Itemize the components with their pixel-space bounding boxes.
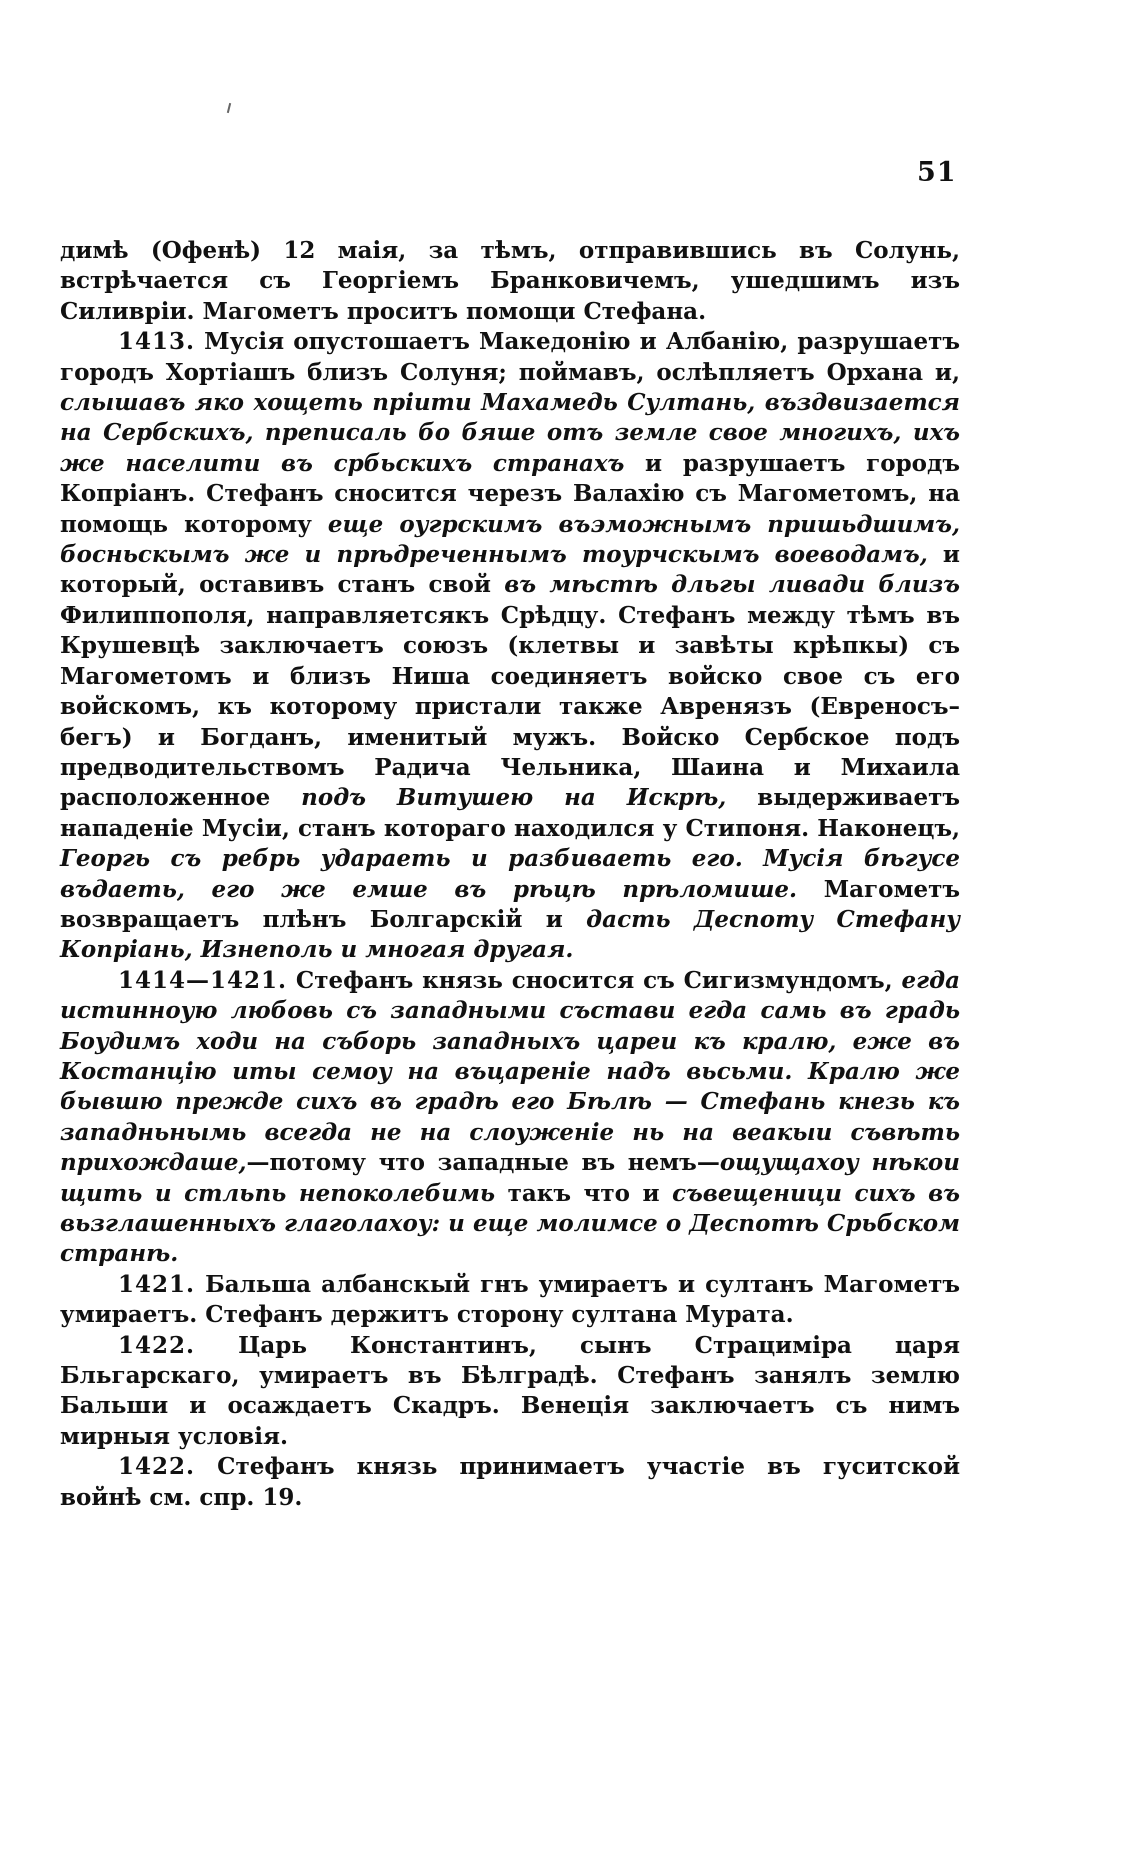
text-segment: —потому что западные въ немъ—	[246, 1149, 720, 1177]
text-segment: димѣ (Офенѣ) 12 маія, за тѣмъ, отправившись въ Солунь, встрѣчается съ Георгіемъ Бранковичемъ, ушедшимъ изъ Силивріи. Магометъ проситъ помощи Стефана.	[60, 237, 960, 325]
paragraph-continuation	[60, 236, 960, 327]
paragraph-1421	[60, 1270, 960, 1331]
quoted-text: ощущахоу нѣкои щить и стльпь непоколебимь	[60, 1149, 960, 1207]
paragraph-1413	[60, 327, 960, 966]
quoted-text: Георгь съ ребрь удараеть и разбиваеть его. Мусія бѣгусе въдаеть, его же емше въ рѣцѣ прѣломише.	[60, 845, 960, 903]
text-segment: Магометъ возвращаетъ плѣнъ Болгарскій и	[60, 875, 960, 933]
year-label: 1421.	[118, 1270, 196, 1298]
quoted-text: дасть Деспоту Стефану Копріань, Изнеполь и многая другая.	[60, 905, 960, 964]
text-segment: Стефанъ князь принимаетъ участіе въ гуситской войнѣ см. спр. 19.	[60, 1453, 960, 1511]
year-label: 1414—1421.	[118, 966, 288, 994]
text-segment: и который, оставивъ станъ свой	[60, 541, 960, 599]
quoted-text: съвещеници сихъ въ вьзглашенныхъ глаголахоу: и еще молимсе о Деспотѣ Срьбском странѣ.	[60, 1179, 960, 1268]
text-segment: и разрушаетъ городъ Копріанъ. Стефанъ сносится черезъ Валахію съ Магометомъ, на помощь которому	[60, 449, 960, 538]
quoted-text: еще оугрскимъ въэможнымъ пришьдшимъ, босньскымъ же и прѣдреченнымъ тоурчскымъ воеводамъ,	[60, 510, 960, 569]
text-segment: Стефанъ князь сносится съ Сигизмундомъ,	[287, 966, 902, 994]
text-segment: такъ что и	[495, 1179, 673, 1207]
paragraph-1414-1421	[60, 966, 960, 1270]
text-segment: Царь Константинъ, сынъ Страциміра царя Бльгарскаго, умираетъ въ Бѣлградѣ. Стефанъ занялъ землю Бальши и осаждаетъ Скадръ. Венеція заключаетъ съ нимъ мирныя условія.	[60, 1331, 960, 1450]
year-label: 1422.	[118, 1331, 196, 1359]
quoted-text: слышавъ яко хощеть пріити Махамедь Султань, въздвизается на Сербскихъ, преписаль бо бяше отъ земле свое многихъ, ихъ же населити въ србьскихъ странахъ	[60, 389, 960, 477]
quoted-text: въ мѣстѣ дльгы ливади близъ	[504, 571, 961, 599]
paragraph-1422-b	[60, 1452, 960, 1513]
text-segment: выдерживаетъ нападеніе Мусіи, станъ котораго находился у Стипоня. Наконецъ,	[60, 784, 960, 842]
body-text	[60, 236, 960, 1513]
quoted-text: егда истинноую любовь съ западными състави егда самь въ градь Боудимъ ходи на съборь западныхъ цареи къ кралю, еже въ Костанцію иты семоу на въцареніе надъ вьсьми. Кралю же бывшю прежде сихъ въ градѣ его Бѣлѣ — Стефань кнезь къ западньнымь всегда не на слоуженіе нь на веакыи съвѣть прихождаше,	[60, 966, 960, 1177]
quoted-text: подъ Витушею на Искрѣ,	[301, 784, 727, 812]
year-label: 1413.	[118, 328, 196, 356]
text-segment: Филиппополя, направляетсякъ Срѣдцу. Стефанъ между тѣмъ въ Крушевцѣ заключаетъ союзъ (клетвы и завѣты крѣпкы) съ Магометомъ и близъ Ниша соединяетъ войско свое съ его войскомъ, къ которому пристали также Авренязъ (Евреносъ–бегъ) и Богданъ, именитый мужъ. Войско Сербское подъ предводительствомъ Радича Чельника, Шаина и Михаила расположенное	[60, 601, 960, 812]
page-number: 51	[917, 157, 957, 188]
stray-ink-mark	[227, 103, 231, 113]
text-segment: Мусія опустошаетъ Македонію и Албанію, разрушаетъ городъ Хортіашъ близъ Солуня; поймавъ, ослѣпляетъ Орхана и,	[60, 328, 960, 386]
paragraph-1422-a	[60, 1331, 960, 1453]
year-label: 1422.	[118, 1453, 196, 1481]
text-segment: Бальша албанскый гнъ умираетъ и султанъ Магометъ умираетъ. Стефанъ держитъ сторону султана Мурата.	[60, 1270, 960, 1329]
